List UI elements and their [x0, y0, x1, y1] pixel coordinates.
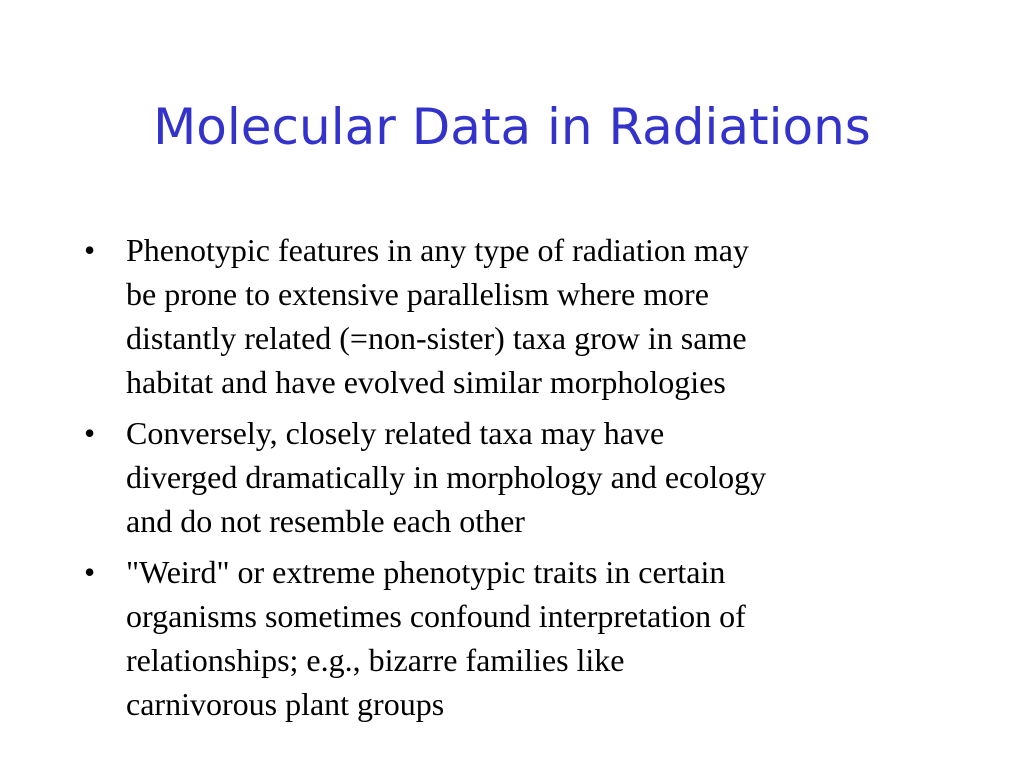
bullet-text-line: "Weird" or extreme phenotypic traits in certain — [126, 554, 726, 590]
bullet-text-line: habitat and have evolved similar morphologies — [126, 364, 726, 400]
bullet-item — [84, 228, 934, 404]
bullet-item — [84, 411, 934, 543]
bullet-text-line: carnivorous plant groups — [126, 686, 445, 722]
bullet-text-line: Phenotypic features in any type of radiation may — [126, 232, 749, 268]
bullet-text-line: and do not resemble each other — [126, 503, 525, 539]
slide-title: Molecular Data in Radiations — [153, 98, 871, 156]
bullet-list — [84, 228, 934, 733]
bullet-text-line: Conversely, closely related taxa may have — [126, 415, 665, 451]
bullet-icon: • — [84, 232, 96, 268]
bullet-item — [84, 550, 934, 726]
bullet-text-line: organisms sometimes confound interpretation of — [126, 598, 746, 634]
bullet-icon: • — [84, 554, 96, 590]
bullet-text-line: relationships; e.g., bizarre families like — [126, 642, 625, 678]
bullet-icon: • — [84, 415, 96, 451]
bullet-text-line: be prone to extensive parallelism where more — [126, 276, 709, 312]
bullet-text-line: distantly related (=non-sister) taxa grow in same — [126, 320, 747, 356]
bullet-text-line: diverged dramatically in morphology and ecology — [126, 459, 767, 495]
